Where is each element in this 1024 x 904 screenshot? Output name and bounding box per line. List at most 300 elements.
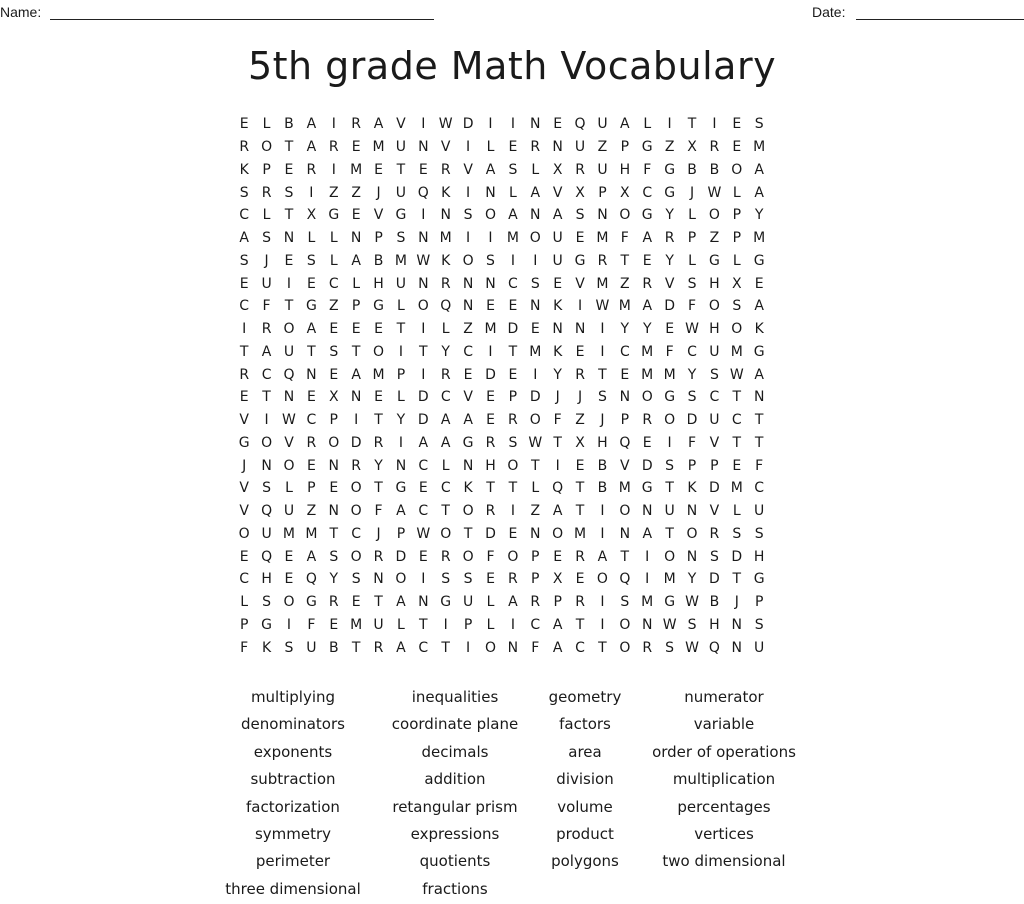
- grid-letter[interactable]: N: [641, 616, 653, 633]
- grid-letter[interactable]: S: [598, 389, 607, 406]
- grid-letter[interactable]: A: [306, 116, 317, 133]
- grid-letter[interactable]: C: [575, 639, 585, 656]
- grid-letter[interactable]: A: [440, 412, 451, 429]
- grid-letter[interactable]: I: [264, 412, 269, 429]
- grid-letter[interactable]: G: [238, 434, 250, 451]
- grid-letter[interactable]: O: [462, 252, 474, 269]
- grid-letter[interactable]: E: [351, 594, 361, 611]
- grid-letter[interactable]: O: [619, 207, 631, 224]
- grid-letter[interactable]: E: [508, 298, 518, 315]
- grid-letter[interactable]: G: [664, 594, 676, 611]
- grid-letter[interactable]: E: [351, 207, 361, 224]
- grid-letter[interactable]: O: [417, 298, 429, 315]
- grid-letter[interactable]: G: [305, 594, 317, 611]
- grid-letter[interactable]: R: [328, 139, 339, 156]
- grid-letter[interactable]: M: [641, 343, 654, 360]
- grid-letter[interactable]: T: [732, 434, 742, 451]
- grid-letter[interactable]: A: [754, 184, 764, 201]
- grid-letter[interactable]: E: [306, 457, 316, 474]
- name-field[interactable]: [0, 4, 41, 20]
- grid-letter[interactable]: P: [307, 480, 316, 497]
- grid-letter[interactable]: I: [443, 616, 448, 633]
- grid-letter[interactable]: W: [707, 184, 722, 201]
- grid-letter[interactable]: P: [351, 298, 361, 315]
- grid-letter[interactable]: I: [712, 116, 717, 133]
- grid-letter[interactable]: O: [261, 139, 273, 156]
- grid-letter[interactable]: U: [597, 161, 608, 178]
- grid-letter[interactable]: V: [664, 275, 675, 292]
- grid-letter[interactable]: E: [575, 230, 585, 247]
- grid-letter[interactable]: N: [530, 207, 541, 224]
- grid-letter[interactable]: I: [510, 116, 515, 133]
- grid-letter[interactable]: K: [441, 252, 451, 269]
- grid-letter[interactable]: I: [398, 343, 403, 360]
- grid-letter[interactable]: M: [663, 571, 676, 588]
- grid-letter[interactable]: I: [331, 116, 336, 133]
- grid-letter[interactable]: C: [507, 275, 518, 292]
- grid-letter[interactable]: R: [664, 230, 675, 247]
- grid-letter[interactable]: V: [239, 503, 249, 520]
- grid-letter[interactable]: S: [329, 343, 339, 360]
- grid-letter[interactable]: C: [687, 343, 697, 360]
- grid-letter[interactable]: V: [463, 389, 473, 406]
- grid-letter[interactable]: O: [641, 389, 653, 406]
- grid-letter[interactable]: L: [352, 275, 361, 292]
- grid-letter[interactable]: E: [575, 571, 585, 588]
- grid-letter[interactable]: Q: [440, 298, 452, 315]
- grid-letter[interactable]: E: [620, 366, 630, 383]
- grid-letter[interactable]: E: [665, 321, 675, 338]
- grid-letter[interactable]: I: [488, 116, 493, 133]
- grid-letter[interactable]: N: [686, 548, 698, 565]
- grid-letter[interactable]: S: [351, 571, 361, 588]
- grid-letter[interactable]: A: [306, 548, 317, 565]
- grid-letter[interactable]: R: [351, 116, 362, 133]
- grid-letter[interactable]: T: [598, 639, 607, 656]
- grid-letter[interactable]: A: [306, 321, 317, 338]
- grid-letter[interactable]: L: [531, 480, 540, 497]
- grid-letter[interactable]: B: [709, 161, 720, 178]
- grid-letter[interactable]: A: [597, 548, 608, 565]
- grid-letter[interactable]: L: [441, 321, 450, 338]
- grid-letter[interactable]: E: [374, 389, 383, 406]
- grid-letter[interactable]: E: [284, 161, 294, 178]
- grid-letter[interactable]: E: [329, 480, 339, 497]
- grid-letter[interactable]: I: [510, 616, 515, 633]
- grid-letter[interactable]: D: [709, 480, 720, 497]
- grid-letter[interactable]: V: [239, 412, 249, 429]
- grid-letter[interactable]: E: [329, 321, 339, 338]
- grid-letter[interactable]: H: [619, 161, 631, 178]
- grid-letter[interactable]: L: [329, 230, 338, 247]
- grid-letter[interactable]: I: [466, 230, 471, 247]
- grid-letter[interactable]: D: [417, 412, 429, 429]
- grid-letter[interactable]: Q: [552, 480, 564, 497]
- grid-letter[interactable]: N: [350, 389, 362, 406]
- grid-letter[interactable]: P: [531, 548, 540, 565]
- grid-letter[interactable]: U: [462, 594, 474, 611]
- grid-letter[interactable]: K: [441, 184, 451, 201]
- grid-letter[interactable]: U: [754, 503, 765, 520]
- grid-letter[interactable]: R: [306, 434, 317, 451]
- grid-letter[interactable]: R: [485, 434, 496, 451]
- grid-letter[interactable]: Q: [283, 366, 295, 383]
- grid-letter[interactable]: A: [642, 298, 653, 315]
- grid-letter[interactable]: G: [708, 252, 720, 269]
- grid-letter[interactable]: L: [732, 503, 741, 520]
- grid-letter[interactable]: V: [709, 503, 720, 520]
- grid-letter[interactable]: D: [641, 457, 653, 474]
- grid-letter[interactable]: S: [284, 184, 294, 201]
- grid-letter[interactable]: C: [239, 207, 250, 224]
- grid-letter[interactable]: S: [687, 616, 697, 633]
- grid-letter[interactable]: M: [618, 298, 631, 315]
- grid-letter[interactable]: L: [262, 116, 271, 133]
- grid-letter[interactable]: T: [329, 525, 339, 542]
- grid-letter[interactable]: D: [485, 366, 496, 383]
- grid-letter[interactable]: L: [397, 298, 405, 315]
- grid-letter[interactable]: Y: [553, 366, 562, 383]
- grid-letter[interactable]: V: [396, 116, 406, 133]
- grid-letter[interactable]: T: [620, 548, 630, 565]
- grid-letter[interactable]: D: [417, 389, 429, 406]
- grid-letter[interactable]: P: [553, 594, 562, 611]
- grid-letter[interactable]: Z: [530, 503, 541, 520]
- grid-letter[interactable]: Q: [261, 503, 273, 520]
- grid-letter[interactable]: L: [397, 616, 405, 633]
- grid-letter[interactable]: S: [306, 252, 316, 269]
- grid-letter[interactable]: I: [398, 434, 403, 451]
- grid-letter[interactable]: W: [685, 594, 699, 611]
- grid-letter[interactable]: R: [373, 434, 384, 451]
- grid-letter[interactable]: J: [577, 389, 583, 406]
- grid-letter[interactable]: N: [328, 503, 339, 520]
- grid-letter[interactable]: O: [283, 457, 295, 474]
- grid-letter[interactable]: I: [466, 139, 471, 156]
- grid-letter[interactable]: G: [462, 434, 474, 451]
- grid-letter[interactable]: I: [600, 503, 605, 520]
- grid-letter[interactable]: M: [663, 366, 676, 383]
- grid-letter[interactable]: D: [529, 389, 541, 406]
- grid-letter[interactable]: H: [753, 548, 765, 565]
- grid-letter[interactable]: T: [374, 412, 383, 429]
- grid-letter[interactable]: E: [575, 457, 585, 474]
- grid-letter[interactable]: N: [395, 457, 407, 474]
- grid-letter[interactable]: R: [575, 548, 585, 565]
- grid-letter[interactable]: O: [708, 207, 720, 224]
- grid-letter[interactable]: E: [418, 161, 428, 178]
- grid-letter[interactable]: A: [620, 116, 630, 133]
- grid-letter[interactable]: D: [507, 321, 519, 338]
- grid-letter[interactable]: N: [306, 366, 317, 383]
- grid-letter[interactable]: O: [619, 616, 631, 633]
- grid-letter[interactable]: Y: [665, 207, 674, 224]
- grid-letter[interactable]: I: [286, 275, 292, 292]
- grid-letter[interactable]: O: [507, 457, 519, 474]
- grid-letter[interactable]: V: [620, 457, 630, 474]
- grid-letter[interactable]: S: [754, 116, 764, 133]
- grid-letter[interactable]: I: [510, 503, 515, 520]
- grid-letter[interactable]: A: [552, 639, 563, 656]
- grid-letter[interactable]: U: [709, 343, 720, 360]
- grid-letter[interactable]: M: [282, 525, 296, 542]
- grid-letter[interactable]: T: [396, 161, 406, 178]
- grid-letter[interactable]: G: [664, 184, 676, 201]
- grid-letter[interactable]: E: [374, 161, 383, 178]
- grid-letter[interactable]: B: [373, 252, 384, 269]
- grid-letter[interactable]: X: [620, 184, 630, 201]
- grid-letter[interactable]: M: [574, 525, 587, 542]
- grid-letter[interactable]: J: [264, 252, 269, 269]
- grid-letter[interactable]: L: [329, 252, 338, 269]
- grid-letter[interactable]: C: [463, 343, 473, 360]
- grid-letter[interactable]: T: [239, 343, 249, 360]
- grid-letter[interactable]: X: [306, 207, 317, 224]
- grid-letter[interactable]: G: [373, 298, 384, 315]
- grid-letter[interactable]: A: [463, 412, 473, 429]
- grid-letter[interactable]: E: [351, 321, 361, 338]
- grid-letter[interactable]: M: [506, 230, 519, 247]
- grid-letter[interactable]: I: [600, 321, 605, 338]
- grid-letter[interactable]: T: [575, 480, 585, 497]
- grid-letter[interactable]: H: [597, 434, 608, 451]
- grid-letter[interactable]: D: [350, 434, 362, 451]
- grid-letter[interactable]: Y: [396, 412, 406, 429]
- grid-letter[interactable]: K: [463, 480, 473, 497]
- grid-letter[interactable]: T: [463, 525, 473, 542]
- grid-letter[interactable]: R: [530, 594, 541, 611]
- grid-letter[interactable]: O: [619, 503, 631, 520]
- grid-letter[interactable]: W: [416, 252, 431, 269]
- grid-letter[interactable]: U: [597, 116, 608, 133]
- grid-letter[interactable]: A: [396, 594, 406, 611]
- grid-letter[interactable]: B: [597, 457, 608, 474]
- grid-letter[interactable]: S: [687, 389, 697, 406]
- grid-letter[interactable]: E: [508, 139, 518, 156]
- grid-letter[interactable]: U: [261, 275, 272, 292]
- grid-letter[interactable]: Z: [328, 184, 339, 201]
- grid-letter[interactable]: I: [667, 434, 672, 451]
- grid-letter[interactable]: K: [553, 298, 563, 315]
- grid-letter[interactable]: O: [350, 503, 362, 520]
- grid-letter[interactable]: E: [732, 139, 742, 156]
- grid-letter[interactable]: H: [373, 275, 384, 292]
- grid-letter[interactable]: W: [729, 366, 744, 383]
- grid-letter[interactable]: K: [261, 639, 272, 656]
- grid-letter[interactable]: R: [239, 139, 250, 156]
- grid-letter[interactable]: N: [485, 275, 496, 292]
- grid-letter[interactable]: X: [731, 275, 742, 292]
- grid-letter[interactable]: O: [529, 412, 541, 429]
- grid-letter[interactable]: U: [395, 275, 407, 292]
- grid-letter[interactable]: U: [306, 639, 317, 656]
- grid-letter[interactable]: V: [463, 161, 473, 178]
- grid-letter[interactable]: V: [575, 275, 585, 292]
- grid-letter[interactable]: F: [687, 434, 697, 451]
- grid-letter[interactable]: C: [351, 525, 362, 542]
- grid-letter[interactable]: S: [463, 207, 473, 224]
- grid-letter[interactable]: S: [284, 639, 294, 656]
- grid-letter[interactable]: T: [665, 525, 674, 542]
- grid-letter[interactable]: E: [306, 389, 316, 406]
- grid-letter[interactable]: T: [575, 503, 585, 520]
- grid-letter[interactable]: M: [641, 594, 654, 611]
- grid-letter[interactable]: L: [486, 594, 495, 611]
- grid-letter[interactable]: M: [596, 275, 609, 292]
- grid-letter[interactable]: A: [754, 298, 764, 315]
- grid-letter[interactable]: R: [508, 412, 518, 429]
- grid-letter[interactable]: O: [395, 571, 407, 588]
- grid-letter[interactable]: M: [372, 139, 385, 156]
- grid-letter[interactable]: E: [553, 548, 563, 565]
- grid-letter[interactable]: A: [306, 139, 317, 156]
- grid-letter[interactable]: E: [374, 321, 383, 338]
- grid-letter[interactable]: F: [553, 412, 562, 429]
- grid-letter[interactable]: I: [466, 184, 471, 201]
- grid-letter[interactable]: G: [664, 161, 676, 178]
- grid-letter[interactable]: D: [664, 298, 675, 315]
- grid-letter[interactable]: O: [731, 161, 743, 178]
- grid-letter[interactable]: O: [350, 480, 362, 497]
- grid-letter[interactable]: N: [462, 275, 474, 292]
- grid-letter[interactable]: S: [486, 252, 495, 269]
- grid-letter[interactable]: O: [529, 230, 541, 247]
- grid-letter[interactable]: T: [374, 594, 383, 611]
- grid-letter[interactable]: L: [307, 230, 316, 247]
- grid-letter[interactable]: N: [530, 525, 541, 542]
- grid-letter[interactable]: R: [440, 366, 451, 383]
- grid-letter[interactable]: A: [508, 207, 518, 224]
- grid-letter[interactable]: C: [530, 616, 541, 633]
- grid-letter[interactable]: C: [619, 343, 630, 360]
- grid-letter[interactable]: A: [239, 230, 249, 247]
- grid-letter[interactable]: M: [372, 366, 385, 383]
- grid-letter[interactable]: O: [462, 548, 474, 565]
- grid-letter[interactable]: M: [730, 343, 743, 360]
- grid-letter[interactable]: I: [309, 184, 314, 201]
- grid-letter[interactable]: Y: [374, 457, 383, 474]
- grid-letter[interactable]: A: [552, 616, 563, 633]
- grid-letter[interactable]: M: [641, 366, 654, 383]
- grid-letter[interactable]: R: [575, 594, 585, 611]
- grid-letter[interactable]: T: [262, 389, 271, 406]
- grid-letter[interactable]: V: [284, 434, 294, 451]
- grid-letter[interactable]: G: [395, 207, 407, 224]
- grid-letter[interactable]: B: [709, 594, 720, 611]
- grid-letter[interactable]: W: [685, 639, 699, 656]
- grid-letter[interactable]: C: [418, 457, 429, 474]
- grid-letter[interactable]: P: [262, 161, 271, 178]
- grid-letter[interactable]: L: [486, 139, 495, 156]
- grid-letter[interactable]: O: [686, 525, 698, 542]
- grid-letter[interactable]: S: [239, 184, 249, 201]
- grid-letter[interactable]: E: [508, 525, 518, 542]
- grid-letter[interactable]: U: [283, 343, 295, 360]
- grid-letter[interactable]: R: [597, 252, 608, 269]
- grid-letter[interactable]: G: [753, 252, 765, 269]
- grid-letter[interactable]: G: [440, 594, 452, 611]
- grid-letter[interactable]: L: [262, 207, 271, 224]
- grid-letter[interactable]: S: [262, 230, 272, 247]
- grid-letter[interactable]: P: [710, 457, 719, 474]
- grid-letter[interactable]: O: [350, 548, 362, 565]
- grid-letter[interactable]: V: [239, 480, 249, 497]
- grid-letter[interactable]: T: [351, 343, 361, 360]
- grid-letter[interactable]: M: [753, 139, 766, 156]
- grid-letter[interactable]: E: [418, 480, 428, 497]
- grid-letter[interactable]: I: [421, 207, 426, 224]
- grid-letter[interactable]: S: [754, 525, 764, 542]
- grid-letter[interactable]: N: [731, 639, 743, 656]
- grid-letter[interactable]: H: [485, 457, 496, 474]
- grid-letter[interactable]: A: [396, 503, 406, 520]
- grid-letter[interactable]: C: [440, 480, 451, 497]
- grid-letter[interactable]: C: [239, 298, 250, 315]
- grid-letter[interactable]: O: [238, 525, 250, 542]
- grid-letter[interactable]: O: [484, 207, 496, 224]
- grid-letter[interactable]: R: [440, 548, 451, 565]
- grid-letter[interactable]: S: [709, 366, 719, 383]
- grid-letter[interactable]: S: [530, 275, 540, 292]
- grid-letter[interactable]: I: [600, 616, 605, 633]
- grid-letter[interactable]: U: [395, 139, 407, 156]
- grid-letter[interactable]: T: [307, 343, 316, 360]
- grid-letter[interactable]: X: [552, 161, 563, 178]
- grid-letter[interactable]: R: [642, 639, 653, 656]
- grid-letter[interactable]: O: [664, 548, 676, 565]
- grid-letter[interactable]: N: [462, 457, 474, 474]
- grid-letter[interactable]: N: [283, 230, 295, 247]
- grid-letter[interactable]: N: [418, 594, 429, 611]
- grid-letter[interactable]: H: [261, 571, 272, 588]
- grid-letter[interactable]: T: [441, 639, 450, 656]
- grid-letter[interactable]: E: [329, 616, 339, 633]
- grid-letter[interactable]: G: [664, 389, 676, 406]
- grid-letter[interactable]: T: [508, 480, 518, 497]
- grid-letter[interactable]: P: [239, 616, 249, 633]
- grid-letter[interactable]: E: [418, 548, 428, 565]
- grid-letter[interactable]: E: [284, 571, 294, 588]
- grid-letter[interactable]: L: [285, 480, 293, 497]
- grid-letter[interactable]: C: [239, 571, 250, 588]
- grid-letter[interactable]: L: [531, 161, 540, 178]
- grid-letter[interactable]: I: [533, 366, 538, 383]
- grid-letter[interactable]: F: [665, 343, 674, 360]
- grid-letter[interactable]: I: [331, 161, 336, 178]
- grid-letter[interactable]: Y: [665, 252, 674, 269]
- grid-letter[interactable]: E: [306, 275, 316, 292]
- date-field[interactable]: [812, 4, 845, 20]
- grid-letter[interactable]: E: [575, 343, 585, 360]
- grid-letter[interactable]: U: [395, 184, 407, 201]
- grid-letter[interactable]: R: [709, 139, 720, 156]
- grid-letter[interactable]: Q: [261, 548, 273, 565]
- grid-letter[interactable]: A: [440, 434, 451, 451]
- grid-letter[interactable]: G: [641, 139, 653, 156]
- grid-letter[interactable]: A: [642, 525, 653, 542]
- grid-letter[interactable]: S: [396, 230, 406, 247]
- grid-letter[interactable]: N: [373, 571, 384, 588]
- grid-letter[interactable]: R: [530, 139, 541, 156]
- grid-letter[interactable]: G: [328, 207, 340, 224]
- grid-letter[interactable]: T: [687, 116, 697, 133]
- grid-letter[interactable]: N: [619, 525, 631, 542]
- grid-letter[interactable]: N: [462, 298, 474, 315]
- grid-letter[interactable]: A: [396, 639, 406, 656]
- grid-letter[interactable]: L: [486, 616, 495, 633]
- grid-letter[interactable]: I: [533, 252, 538, 269]
- grid-letter[interactable]: S: [575, 207, 585, 224]
